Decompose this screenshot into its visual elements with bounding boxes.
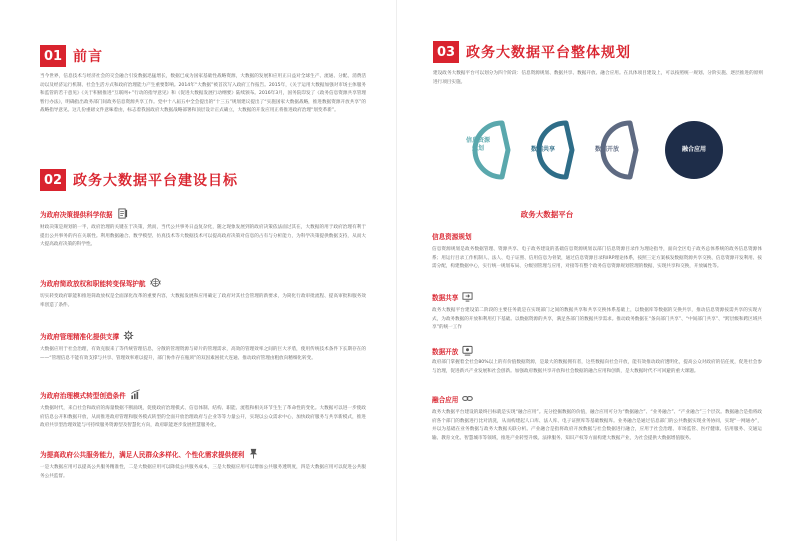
- goal-heading: [40, 389, 141, 400]
- intro-paragraph: 当今世界，信息技术与经济社会的交会融合引发数据迅猛增长，数据已成为国家基础性战略资源，大数据的发展和应用正日益对全球生产、流通、分配、消费活动以及经济运行机制、社会生活方式和政府治理能力产生重要影响。2014年“大数据”被首次写入政府工作报告。2015年，《关于运用大数据加强对市场主体服务和监管的若干意见》《关于积极推进“互联网+”行动的指导意见》和《促进大数据发展行动纲要》陆续颁布。2016年3月，国务院印发了《政务信息资源共享管理暂行办法》，明确指出政务部门间政务信息资源共享工作。党中十八届五中全会提出的“十三五”规划建议提出了“实施国家大数据战略，推进数据资源开放共享”的战略指导意见。这几份重磅文件意味着由，标志着我国政府大数据战略部署和顶层设计正式确立，大数据的开发应用正将推进政府治理“划变革新”。: [40, 74, 366, 114]
- stage-title: 数据共享: [432, 293, 459, 302]
- stage-heading: [432, 291, 473, 302]
- section-number: 02: [40, 169, 66, 191]
- stage-label-resource-planning: 信息资源 规划: [465, 137, 490, 152]
- share-icon: [462, 291, 473, 302]
- goal-text: 切实转变政府职能和推进简政放权是全面深化改革的重要内容，大数据发展和应用确定了政府对其社会管理的新要求，为简化行政审批流程、提高审批和服务效率创造了条件。: [40, 294, 366, 308]
- goal-text: 财政决策是规划的一半，政府治理的关键在于决策，然而，当代公共事务日益复杂化，随之现象发展到的政府决策依法面过其在，大数据的用于政府治理有利于提出公共事务的内在关联性。利用数据融合、数学模型、仿真技术等大数据技术可以提高政府决策对信息的占有与分析能力，为科学决策提供数据支持，从而大大提高政府决策的科学性。: [40, 225, 366, 248]
- brain-icon: [150, 277, 161, 288]
- goal-heading: [40, 208, 128, 219]
- stage-label-fusion-application: 融合应用: [681, 146, 706, 153]
- stage-text: 政务大数据平台建设的最终目标就是实现“融合应用”。充分挖掘数据的价值，融合应用可分为“数据融合”、“业务融合”、“产业融合”三个层次。数据融合是指将政府各个部门的数据进行比对清洗，从而构建起人口库、法人库、电子证照库等基础数据库。业务融合是通过信息部门的公共数据实现业务协同，实现“一网通办”，并以为基础在业务数据与政务大数据关联分析。产业融合是指将政府开放数据与社会数据进行融合，应用于社会治理、市场监管、医疗健康、信用服务、交通运输、教育文化、智慧城市等领域，推进产业转型升级。法律服务、知识产权等方面构建大数据产业，为社会提供大数据增值服务。: [432, 410, 762, 441]
- goal-text: 大数据时代，来自社会和政府的海量数据不断涌现，促使政府治理模式、信息体制、结构、职能、流程和相关环节生生了革命性的变化。大数据可以进一步使政府信息公开和数据开放，从而推进政府管理和服务模式转型的全面开放治理政府与企业等等力量公开，实现以公众需求中心，加快政府服务与共享新模式，推进政府共享型治理效能与可持续服务资源型及智慧化方向，政府职能逐步发展智慧服务化。: [40, 406, 366, 429]
- four-stage-flow-diagram: [448, 115, 728, 185]
- section-title: 前言: [73, 49, 103, 65]
- goal-title: 为政府管理精准化提供支撑: [40, 332, 120, 341]
- document-icon: [117, 208, 128, 219]
- goal-title: 为政府治理模式转型创造条件: [40, 391, 126, 400]
- platform-title: 政务大数据平台: [520, 210, 574, 219]
- goal-heading: [40, 277, 161, 288]
- goal-heading: [40, 330, 134, 341]
- stage-2-chevron: [566, 123, 572, 177]
- stage-text: 政府部门掌握着全社会80%以上的有价值数据资源，是最大的数据拥有者，这些数据向社会开放，能有效推动政府透明化，提高公众对政府的信任度，促进社会参与治理，促进新兴产业发展和社会创新。加强政府数据共享开放和社会数据的融合应用和创新，是大数据时代不可回避的重大课题。: [432, 360, 762, 374]
- goal-text: 大数据应用于社会治理，有效克服来了等传统管理信息，分散的管理资源与碎片的管理需求，高效的管理效率之间的巨大矛盾，使用传统技术条件下长期存在的——“管理信息不能有效支撑与共享、管理效率难以提升，部门协作存在瓶颈”的双因素困扰大连通、推动政府管理由粗放向精细化转变。: [40, 347, 366, 361]
- goal-title: 为提高政府公共服务能力，满足人民群众多样化、个性化需求提供便利: [40, 450, 245, 459]
- open-icon: [462, 345, 473, 356]
- stage-heading: 信息资源规划: [432, 233, 472, 241]
- stage-title: 融合应用: [432, 395, 459, 404]
- gear-icon: [123, 330, 134, 341]
- goal-title: 为政府简政放权和职能转变保驾护航: [40, 279, 146, 288]
- section-number: 03: [433, 41, 459, 63]
- stage-heading: [432, 345, 473, 356]
- planning-paragraph: 建设政务大数据平台可以划分为四个阶段：信息资源规划、数据共享、数据开放、融合应用。在具体项目建设上，可以按照统一规划、分阶实施、逐层推进的原则进行项目实施。: [433, 71, 763, 85]
- stage-heading: [432, 393, 473, 404]
- stage-text: 信息资源规划是政务数据管理、资源共享、电子政务建设的基础信息资源规划以部门信息资源目录作为理论指导，面向全区电子政务总体系统的政务信息资源体系；用运行目录工作机制人、法人、电子证照、信用信息为骨架，通过信息资源目录和IRP理论体系，按照三定方案核发数据资源共享交换、信息资源开发利用、按需分配，构建数据中心，实行统一规划布局、分级别管理与应用，对接等有整个政务信息资源规划管理的数据，实现共享和交换，开放属性等。: [432, 247, 762, 270]
- goal-text: 一是大数据应用可以提高公共服务精准性，二是大数据应用可以降低公共服务成本，三是大数据应用可以增加公共服务透明度，四是大数据应用可以促进公共服务公共监督。: [40, 465, 366, 479]
- stage-text: 政务大数据平台建设第二阶段的主要任务就是在实现部门之间的数据共享和共享交换体系基础上，以数据库等数据的交换共享，推动信息资源按需共享的实现方式，为政务数据的开放和利用打下基础。以数据资源的共享，满足各部门的数据共享需求。推动政务数据在“条向部门共享”、“中间部门共享”、“跨层级和跨区域共享”的统一工作: [432, 308, 762, 331]
- left-page: [0, 0, 396, 541]
- stage-label-data-sharing: 数据共享: [530, 146, 555, 153]
- section-01-header: [40, 45, 103, 67]
- stage-3-chevron: [630, 123, 636, 177]
- stage-label-data-opening: 数据开放: [594, 146, 619, 153]
- stage-1-chevron: [502, 123, 508, 177]
- goal-title: 为政府决策提供科学依据: [40, 210, 113, 219]
- section-title: 政务大数据平台整体规划: [466, 45, 631, 61]
- section-number: 01: [40, 45, 66, 67]
- link-icon: [462, 393, 473, 404]
- section-title: 政务大数据平台建设目标: [73, 173, 238, 189]
- chart-icon: [130, 389, 141, 400]
- section-02-header: [40, 169, 238, 191]
- section-03-header: [433, 41, 631, 63]
- pin-icon: [248, 448, 259, 459]
- stage-title: 数据开放: [432, 347, 459, 356]
- goal-heading: [40, 448, 259, 459]
